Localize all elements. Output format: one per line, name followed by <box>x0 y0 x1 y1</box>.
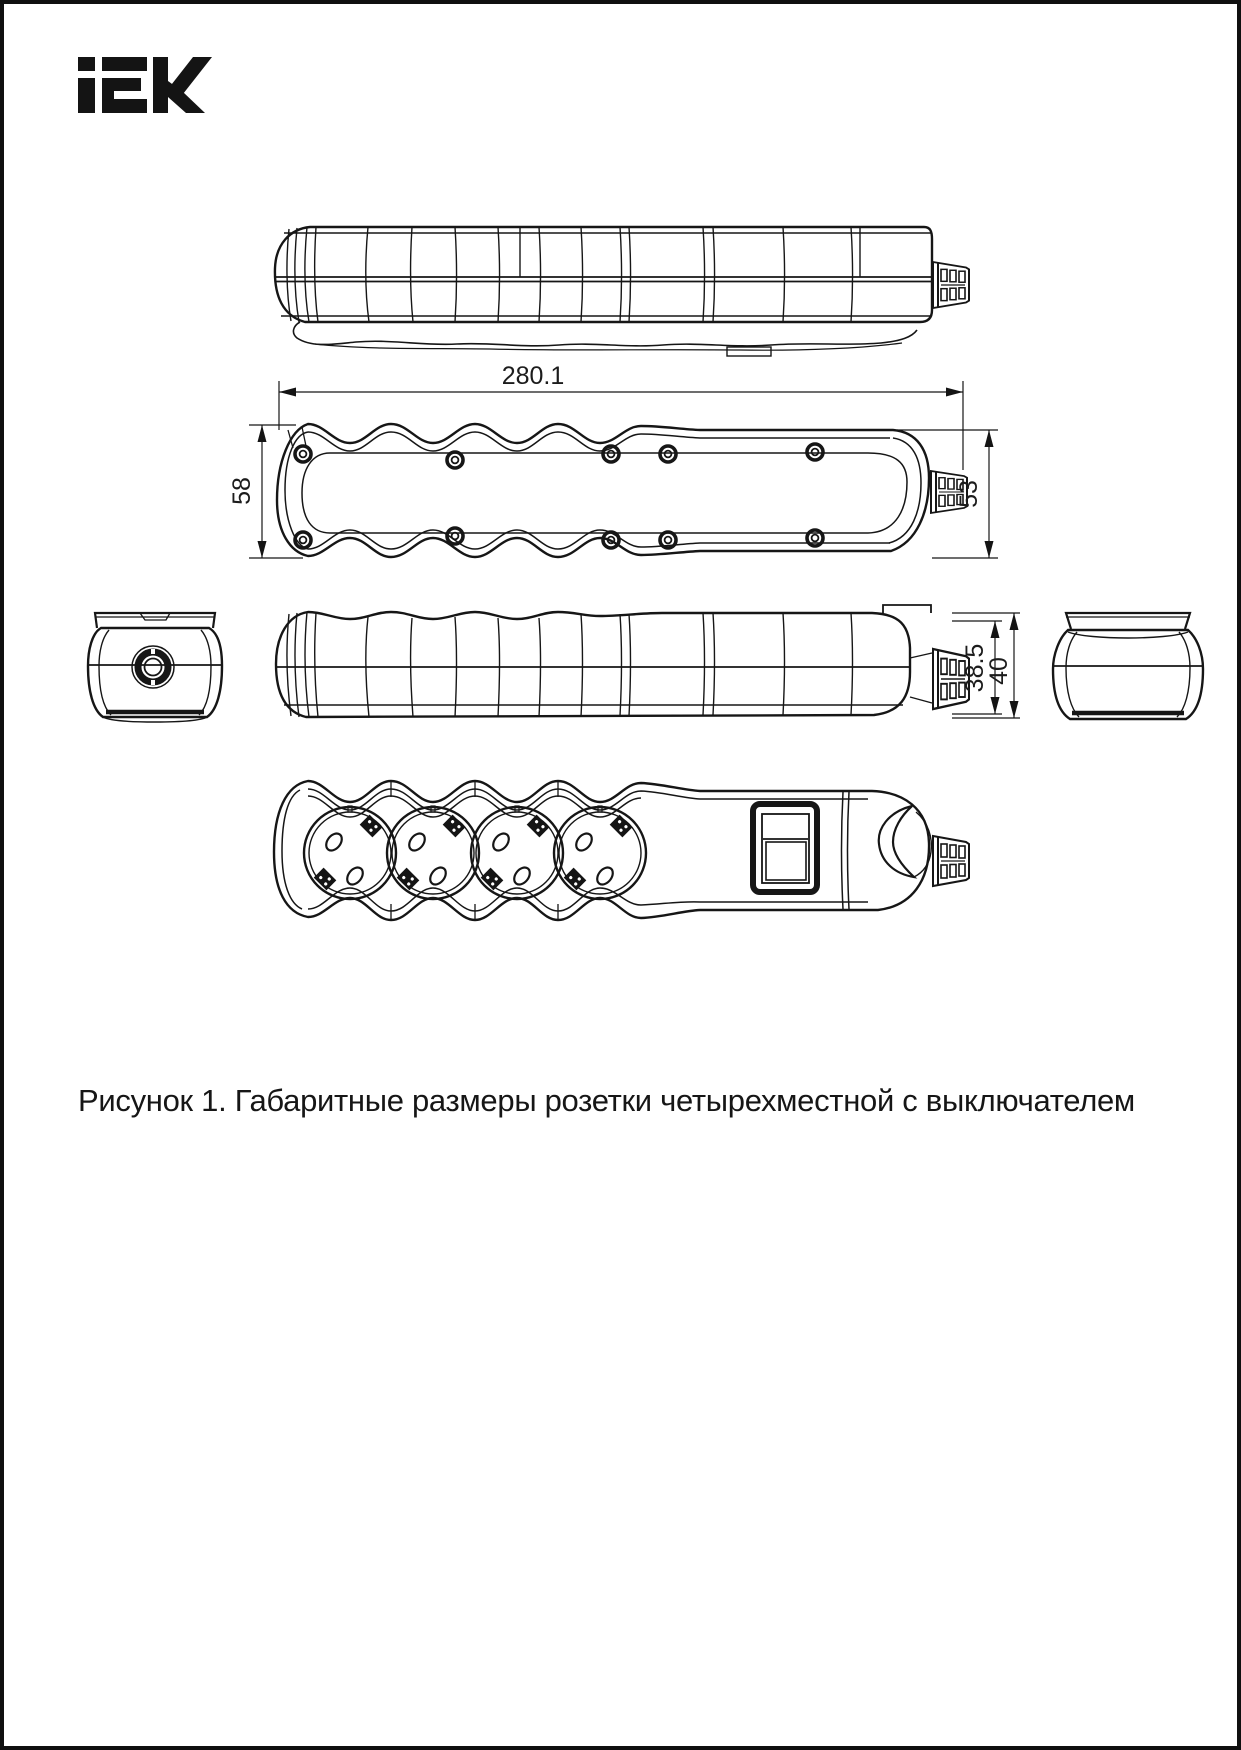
view-bottom <box>277 424 967 557</box>
screw-hole <box>660 446 676 462</box>
figure-caption: Рисунок 1. Габаритные размеры розетки четырехместной с выключателем <box>78 1083 1135 1118</box>
screw-hole <box>447 452 463 468</box>
socket-3 <box>471 806 563 899</box>
socket-4 <box>554 806 646 899</box>
view-cable-end <box>88 613 222 722</box>
dim-overall-length <box>279 362 963 470</box>
power-switch <box>753 804 817 892</box>
dim-label-body-height: 38.5 <box>961 643 989 693</box>
iek-logo <box>78 57 212 113</box>
socket-2 <box>387 806 479 899</box>
dim-label-overall-height: 40 <box>985 657 1013 685</box>
cable-gland <box>933 262 969 308</box>
screw-hole <box>807 444 823 460</box>
view-far-end <box>1053 613 1203 719</box>
dim-label-body-width: 58 <box>228 477 256 505</box>
screw-hole <box>295 446 311 462</box>
view-rear-side <box>275 227 969 356</box>
cable-hole <box>132 646 174 688</box>
view-front-side <box>276 605 969 717</box>
socket-1 <box>304 806 396 899</box>
dim-label-overall-length: 280.1 <box>501 362 565 390</box>
dim-label-end-width: 53 <box>955 480 983 508</box>
cable-gland <box>933 836 969 886</box>
view-top-sockets <box>274 781 969 920</box>
